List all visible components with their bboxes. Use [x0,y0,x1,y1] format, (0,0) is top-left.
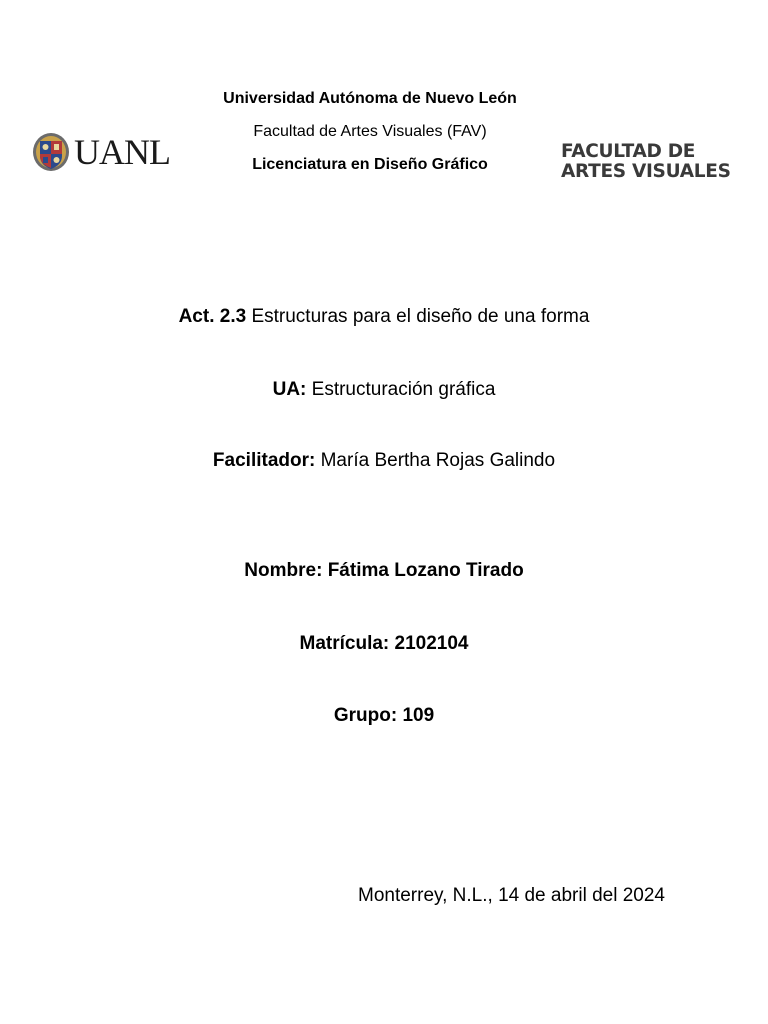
facilitator-label: Facilitador: [212,450,316,471]
student-group: Grupo: 109 [333,705,435,726]
activity-line [0,306,768,328]
faculty-name: Facultad de Artes Visuales (FAV) [253,123,487,140]
fav-logo-line1: FACULTAD DE [561,141,696,162]
facilitator-line [0,450,768,472]
ua-value: Estructuración gráfica [311,379,496,400]
degree-name: Licenciatura en Diseño Gráfico [252,156,488,173]
fav-logo-line2: ARTES VISUALES [561,161,731,182]
student-name: Nombre: Fátima Lozano Tirado [244,560,524,581]
facilitator-value: María Bertha Rojas Galindo [320,450,556,471]
activity-label: Act. 2.3 [178,306,247,327]
uanl-seal-icon [32,132,70,172]
ua-line [0,379,768,401]
ua-label: UA: [272,379,307,400]
student-matricula: Matrícula: 2102104 [299,633,469,654]
place-date: Monterrey, N.L., 14 de abril del 2024 [358,885,665,906]
activity-value: Estructuras para el diseño de una forma [251,306,590,327]
university-name: Universidad Autónoma de Nuevo León [223,90,517,107]
fav-logo [561,142,731,182]
uanl-wordmark: UANL [74,132,170,172]
uanl-logo [32,130,170,174]
